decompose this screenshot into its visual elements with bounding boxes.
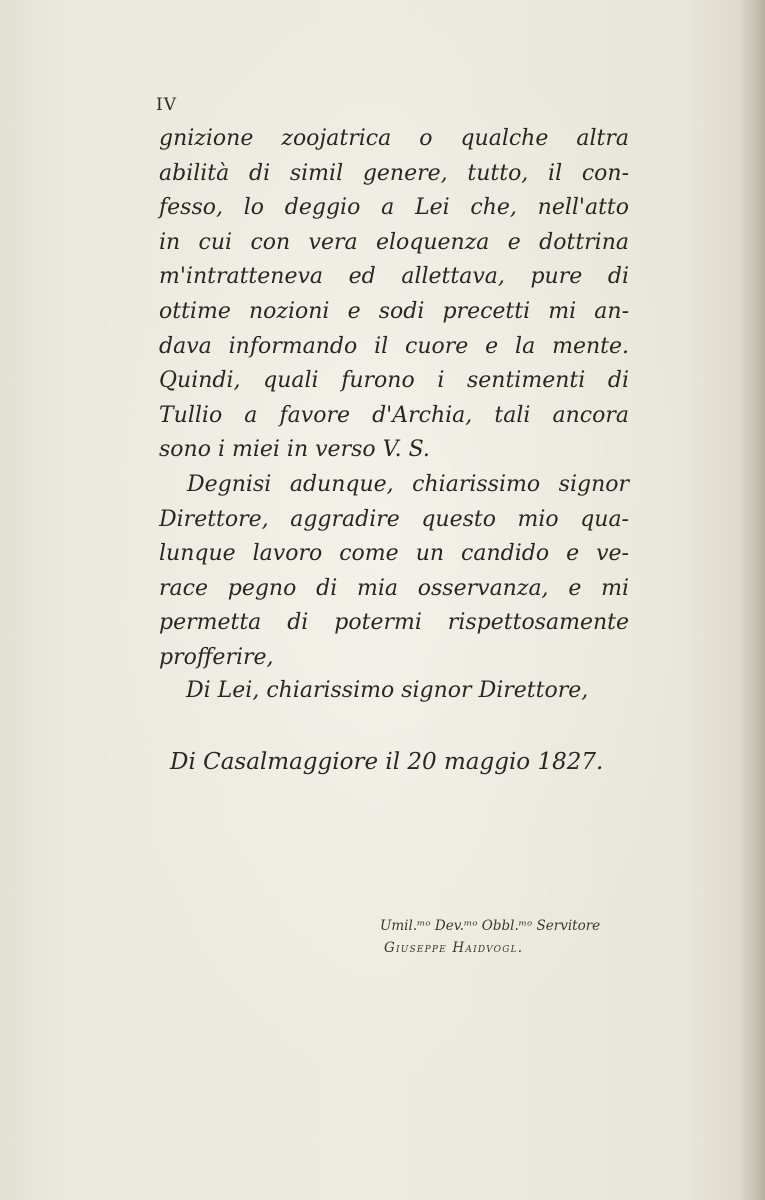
signature-titles: Umil.ᵐᵒ Dev.ᵐᵒ Obbl.ᵐᵒ Servitore [380, 918, 601, 934]
text-line: Degnisi adunque, chiarissimo signor [187, 471, 629, 497]
text-line: fesso, lo deggio a Lei che, nell'atto [159, 195, 629, 221]
closing-salutation: Di Lei, chiarissimo signor Direttore, [186, 678, 589, 703]
text-line: m'intratteneva ed allettava, pure di [159, 264, 629, 290]
text-line: ottime nozioni e sodi precetti mi an- [159, 298, 629, 324]
text-line: Quindi, quali furono i sentimenti di [159, 368, 629, 394]
text-line: race pegno di mia osservanza, e mi [159, 575, 629, 601]
text-line: abilità di simil genere, tutto, il con- [159, 160, 629, 186]
text-line: lunque lavoro come un candido e ve- [159, 541, 629, 567]
text-line: sono i miei in verso V. S. [159, 437, 430, 463]
text-line: Direttore, aggradire questo mio qua- [159, 506, 629, 532]
text-line: profferire, [159, 644, 274, 670]
place-and-date: Di Casalmaggiore il 20 maggio 1827. [170, 749, 604, 775]
text-line: permetta di potermi rispettosamente [159, 610, 629, 636]
page-edge-shadow [739, 0, 765, 1200]
text-line: in cui con vera eloquenza e dottrina [159, 229, 629, 255]
signature-block [380, 915, 620, 959]
page-number: IV [156, 95, 177, 115]
text-line: dava informando il cuore e la mente. [159, 333, 629, 359]
text-line: gnizione zoojatrica o qualche altra [159, 126, 629, 151]
text-line: Tullio a favore d'Archia, tali ancora [159, 402, 629, 428]
signature-name: Giuseppe Haidvogl. [384, 940, 524, 956]
dedication-text [159, 122, 629, 676]
